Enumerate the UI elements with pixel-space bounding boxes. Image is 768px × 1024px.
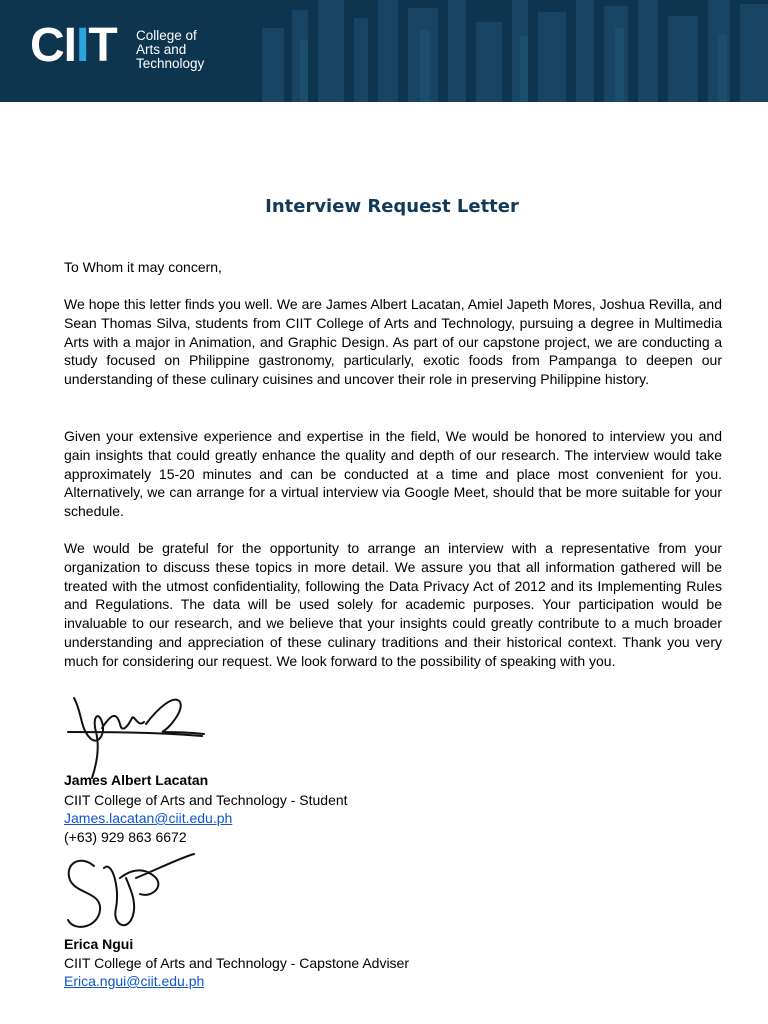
college-name-line-3: Technology <box>136 56 205 71</box>
signature-erica-ngui <box>60 848 200 936</box>
logo-mark-text: CIIT <box>30 19 117 72</box>
paragraph-intro: We hope this letter finds you well. We are James Albert Lacatan, Amiel Japeth Mores, Joshua Revilla, and Sean Thomas Silva, students from CIIT College of Arts and Technology, pursuing a degree in Multimedia Arts with a major in Animation, and Graphic Design. As part of our capstone project, we are conducting a study focused on Philippine gastronomy, particularly, exotic foods from Pampanga to deepen our understanding of these culinary cuisines and uncover their role in preserving Philippine history. <box>64 296 722 388</box>
signatory-2-affiliation: CIIT College of Arts and Technology - Capstone Adviser <box>64 955 410 971</box>
college-name-line-1: College of <box>136 28 197 43</box>
letter-title: Interview Request Letter <box>265 196 519 217</box>
signatory-1-phone: (+63) 929 863 6672 <box>64 829 187 845</box>
signatory-1-affiliation: CIIT College of Arts and Technology - Student <box>64 792 348 808</box>
letterhead-banner <box>0 0 768 102</box>
signatory-2-email-link[interactable]: Erica.ngui@ciit.edu.ph <box>64 973 205 989</box>
paragraph-closing: We would be grateful for the opportunity to arrange an interview with a representative from your organization to discuss these topics in more detail. We assure you that all information gathered will be treated with the utmost confidentiality, following the Data Privacy Act of 2012 and its Implementing Rules and Regulations. The data will be used solely for academic purposes. Your participation would be invaluable to our research, and we believe that your insights could greatly contribute to a much broader understanding and appreciation of these culinary traditions and their historical context. Thank you very much for considering our request. We look forward to the possibility of speaking with you. <box>64 540 722 669</box>
logo-accent-letter: I <box>76 19 89 72</box>
paragraph-request: Given your extensive experience and expertise in the field, We would be honored to interview you and gain insights that could greatly enhance the quality and depth of our research. The interview would take approximately 15-20 minutes and can be conducted at a time and place most convenient for you. Alternatively, we can arrange for a virtual interview via Google Meet, should that be more suitable for your schedule. <box>64 428 722 520</box>
signatory-1-email-link[interactable]: James.lacatan@ciit.edu.ph <box>64 810 233 826</box>
signatory-2-name: Erica Ngui <box>64 936 134 952</box>
signature-james-lacatan <box>62 688 212 780</box>
college-name <box>136 29 226 71</box>
salutation: To Whom it may concern, <box>64 259 222 275</box>
ciit-logo <box>30 19 117 72</box>
college-name-line-2: Arts and <box>136 42 187 57</box>
signatory-1-name: James Albert Lacatan <box>64 772 209 788</box>
